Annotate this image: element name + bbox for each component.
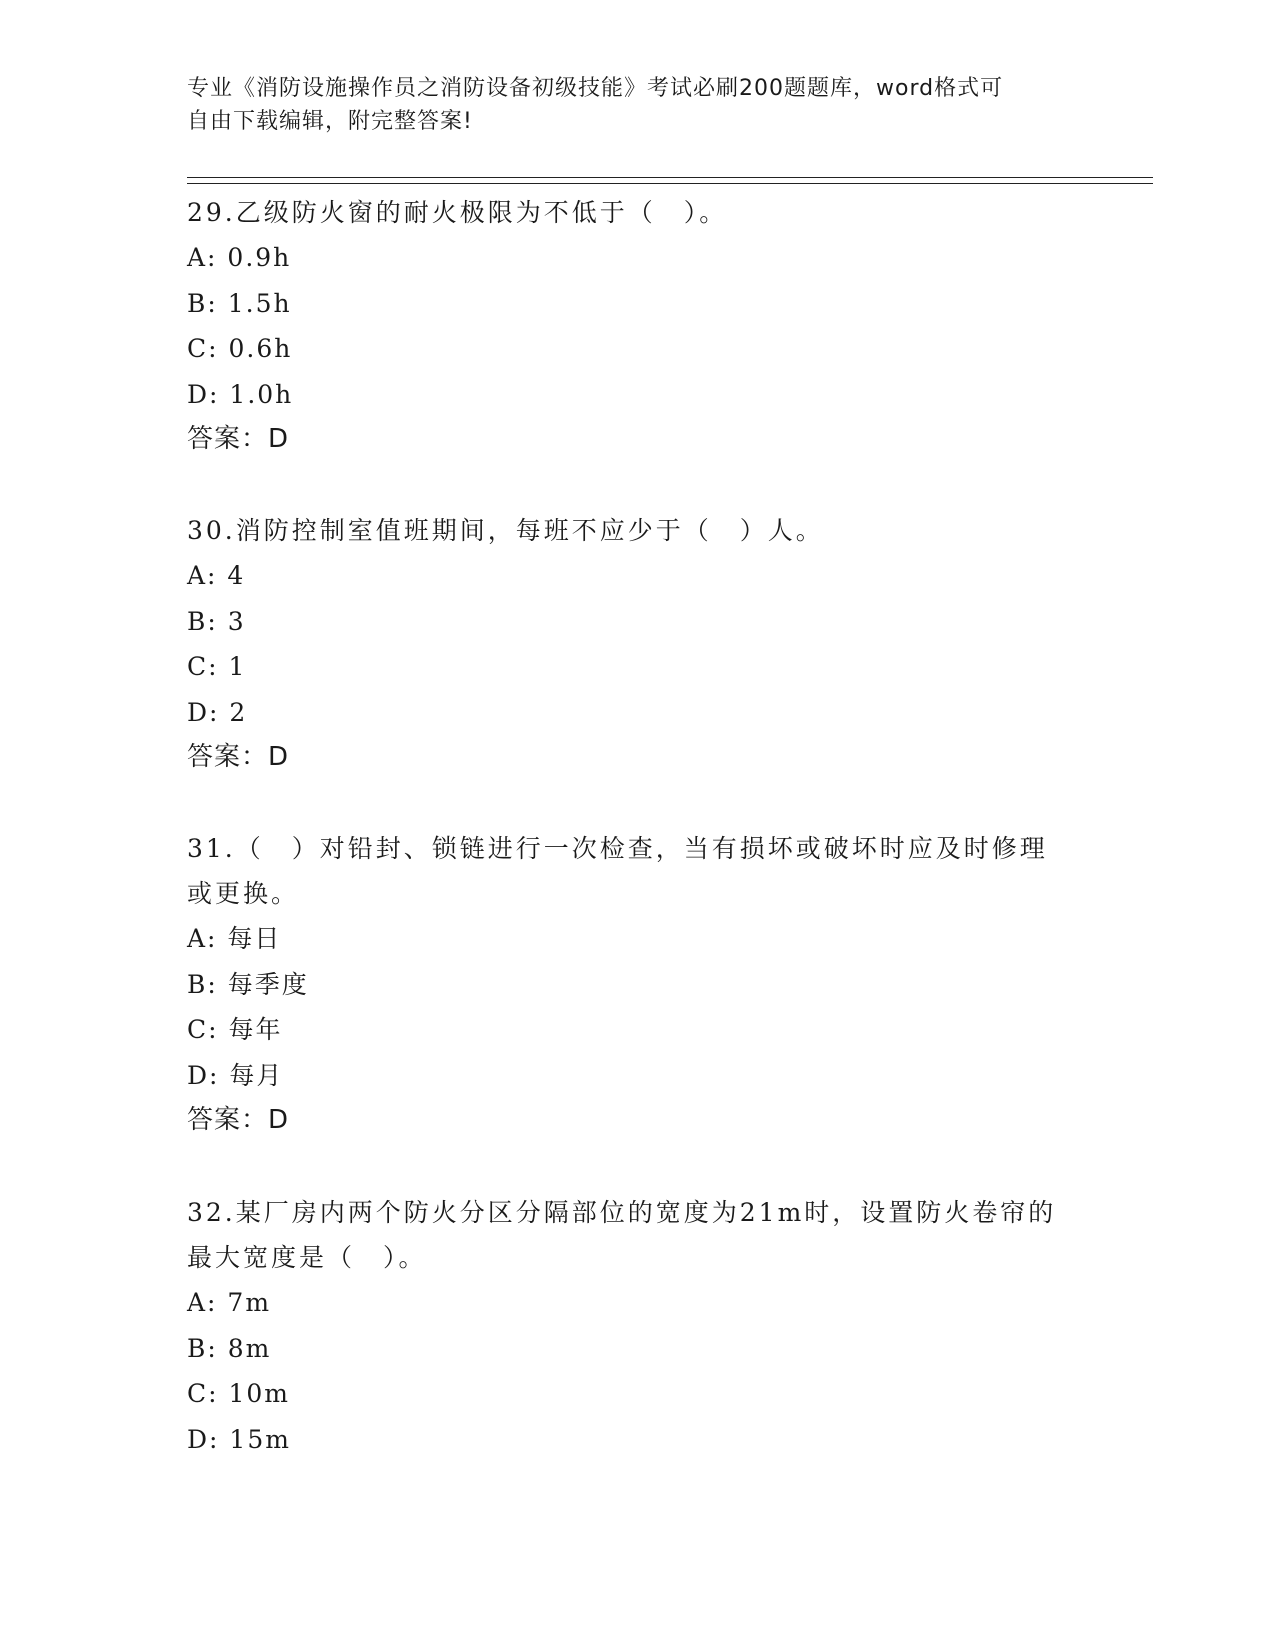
- document-header: [187, 72, 1067, 138]
- option-c: C: 每年: [187, 1015, 283, 1044]
- option-c: C: 1: [187, 652, 247, 681]
- header-divider-top: [187, 177, 1153, 178]
- option-a: A: 7m: [187, 1288, 272, 1317]
- question-stem: 30.消防控制室值班期间，每班不应少于（ ）人。: [187, 516, 824, 545]
- option-b: B: 8m: [187, 1333, 272, 1363]
- option-a: A: 每日: [187, 924, 282, 953]
- question-stem-line-1: 31.（ ）对铅封、锁链进行一次检查，当有损坏或破坏时应及时修理: [187, 834, 1048, 863]
- question-answer: 答案：D: [187, 424, 290, 454]
- header-divider-bottom: [187, 183, 1153, 184]
- question-stem: 29.乙级防火窗的耐火极限为不低于（ ）。: [187, 198, 728, 227]
- option-b: B: 3: [187, 606, 246, 636]
- question-30: [187, 508, 1087, 779]
- question-stem-line-2: 最大宽度是（ ）。: [187, 1243, 427, 1272]
- option-b: B: 每季度: [187, 969, 309, 999]
- header-line-2: 自由下载编辑，附完整答案!: [187, 109, 473, 134]
- option-d: D: 2: [187, 697, 248, 727]
- question-stem-line-1: 32.某厂房内两个防火分区分隔部位的宽度为21m时，设置防火卷帘的: [187, 1198, 1057, 1227]
- question-29: [187, 190, 1087, 461]
- question-32: [187, 1190, 1087, 1462]
- question-answer: 答案：D: [187, 1105, 290, 1135]
- option-b: B: 1.5h: [187, 288, 292, 318]
- option-d: D: 1.0h: [187, 379, 294, 409]
- question-answer: 答案：D: [187, 742, 290, 772]
- option-a: A: 4: [187, 561, 246, 590]
- option-c: C: 10m: [187, 1379, 291, 1408]
- option-d: D: 每月: [187, 1060, 284, 1090]
- header-line-1: 专业《消防设施操作员之消防设备初级技能》考试必刷200题题库，word格式可: [187, 76, 1004, 101]
- question-stem-line-2: 或更换。: [187, 879, 300, 908]
- option-d: D: 15m: [187, 1424, 291, 1454]
- option-c: C: 0.6h: [187, 334, 293, 363]
- option-a: A: 0.9h: [187, 243, 292, 272]
- question-31: [187, 826, 1087, 1142]
